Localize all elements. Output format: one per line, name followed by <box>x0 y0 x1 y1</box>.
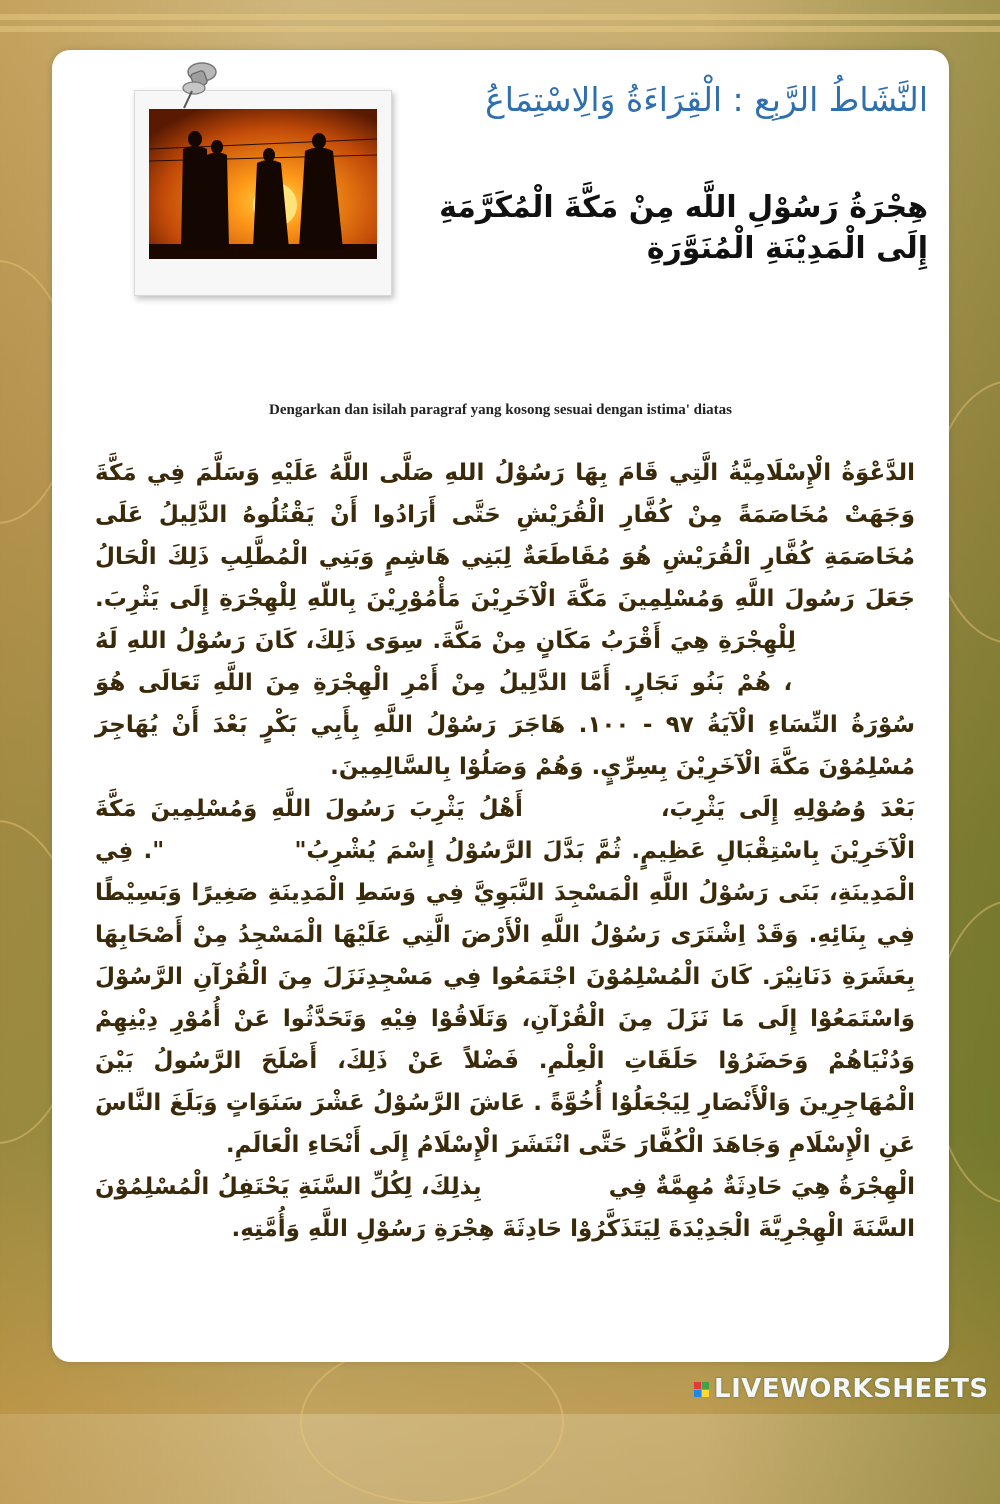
paragraph-1-part-c: ، هُمْ بَنُو نَجَارٍ. أَمَّا الدَّلِيلُ مِنْ أَمْرِ الْهِجْرَةِ مِنَ اللَّهِ تَعَالَى هُوَ سُوْرَةُ النِّسَاءِ الْآيَةُ ٩٧ - ١٠٠. هَاجَرَ رَسُوْلُ اللَّهِ بِأَبِي بَكْرٍ بَعْدَ أَنْ يُهَاجِرَ مُسْلِمُوْنَ مَكَّةَ الْآخَرِيْنَ بِسِرِّيٍ. وَهُمْ وَصَلُوْا بِالسَّالِمِينَ. <box>95 670 915 780</box>
paragraph-2-part-b: أَهْلُ يَثْرِبَ رَسُولَ اللَّهِ وَمُسْلِمِينَ مَكَّةَ الْآخَرِيْنَ بِاسْتِقْبَالِ عَظِيمٍ. ثُمَّ بَدَّلَ الرَّسُوْلُ إِسْمَ يُشْرِبُ" <box>95 796 915 864</box>
lesson-title-line-2: إِلَى الْمَدِيْنَةِ الْمُنَوَّرَةِ <box>646 230 928 266</box>
paragraph-3 <box>95 1166 915 1250</box>
instruction-text: Dengarkan dan isilah paragraf yang kosong sesuai dengan istima' diatas <box>268 402 732 418</box>
paragraph-1-part-a: الدَّعْوَةُ الْإِسْلَامِيَّةُ الَّتِي قَامَ بِهَا رَسُوْلُ اللهِ صَلَّى اللَّهُ عَلَيْهِ وَسَلَّمَ فِي مَكَّةَ وَجَهَتْ مُخَاصَمَةً مِنْ كُفَّارِ الْقُرَيْشِ حَتَّى أَرَادُوا أَنْ يَقْتُلُوهُ الدَّلِيلُ عَلَى مُخَاصَمَةِ كُفَّارِ الْقُرَيْشِ هُوَ مُقَاطَعَةٌ لِبَنِي هَاشِمٍ وَبَنِي الْمُطَّلِبِ ذَلِكَ الْحَالُ جَعَلَ رَسُولَ اللَّهِ وَمُسْلِمِينَ مَكَّةَ الْآخَرِيْنَ مَأْمُوْرِيْنَ بِاللّهِ لِلْهِجْرَةِ إِلَى يَثْرِبَ. <box>95 460 915 612</box>
pushpin-icon <box>170 58 222 110</box>
paragraph-3-part-b: بِذلِكَ، لِكُلِّ السَّنَةِ يَحْتَفِلُ الْمُسْلِمُوْنَ السَّنَةَ الْهِجْرِيَّةَ الْجَدِيْدَةَ لِيَتَذَكَّرُوْا حَادِثَةَ هِجْرَةِ رَسُوْلِ اللَّهِ وَأُمَّتِهِ. <box>95 1174 915 1242</box>
gold-band-top <box>0 14 1000 20</box>
lesson-title-line-1: هِجْرَةُ رَسُوْلِ اللَّه مِنْ مَكَّةَ الْمُكَرَّمَةِ <box>439 190 928 225</box>
reading-passage <box>95 452 915 1250</box>
brand-name: LIVEWORKSHEETS <box>714 1374 989 1404</box>
paragraph-3-part-a: الْهِجْرَةُ هِيَ حَادِثَةٌ مُهِمَّةٌ فِي <box>608 1174 915 1200</box>
hijrah-silhouette-photo <box>149 109 377 259</box>
paragraph-2 <box>95 788 915 1166</box>
arabesque-bottom <box>300 1340 564 1504</box>
paragraph-1-part-b: لِلْهِجْرَةِ هِيَ أَقْرَبُ مَكَانٍ مِنْ مَكَّةَ. سِوَى ذَلِكَ، كَانَ رَسُوْلُ اللهِ لَهُ <box>95 628 796 654</box>
liveworksheets-logo[interactable] <box>694 1374 989 1404</box>
paragraph-2-part-c: ". فِي الْمَدِينَةِ، بَنَى رَسُوْلُ اللَّهِ الْمَسْجِدَ النَّبَوِيَّ فِي وَسَطِ الْمَدِينَةِ صَغِيرًا وَبَسِيْطًا فِي بِنَائِهِ. وَقَدْ اِشْتَرَى رَسُوْلُ اللَّهِ الْأَرْضَ الَّتِي عَلَيْهَا الْمَسْجِدُ مِنْ أَصْحَابِهَا بِعَشَرَةِ دَنَانِيْرَ. كَانَ الْمُسْلِمُوْنَ اجْتَمَعُوا فِي مَسْجِدِنَزَلَ مِنَ الْقُرْآنِ الرَّسُوْلَ وَاسْتَمَعُوْا إِلَى مَا نَزَلَ مِنَ الْقُرْآنِ، وَتَلَاقُوْا فِيْهِ وَتَحَدَّثُوا عَنْ أُمُوْرِ دِيْنِهِمْ وَدُنْيَاهُمْ وَحَضَرُوْا حَلَقَاتِ الْعِلْمِ. فَضْلاً عَنْ ذَلِكَ، أَصْلَحَ الرَّسُولُ بَيْنَ الْمُهَاجِرِينَ وَالْأَنْصَارِ لِيَجْعَلُوْا أُخُوَّةً . عَاشَ الرَّسُوْلُ عَشْرَ سَنَوَاتٍ وَبَلَغَ النَّاسَ عَنِ الْإِسْلَامِ وَجَاهَدَ الْكُفَّارَ حَتَّى انْتَشَرَ الْإِسْلَامُ إِلَى أَنْحَاءِ الْعَالَمِ. <box>95 838 915 1158</box>
paragraph-2-part-a: بَعْدَ وُصُوْلِهِ إِلَى يَثْرِبَ، <box>660 796 915 822</box>
activity-title: النَّشَاطُ الرَّبِع : الْقِرَاءَةُ وَالِاسْتِمَاعُ <box>485 80 928 119</box>
paragraph-1 <box>95 452 915 788</box>
photo-frame <box>134 90 392 296</box>
liveworksheets-logo-icon <box>694 1382 709 1397</box>
lesson-title <box>408 188 928 269</box>
gold-band-top-2 <box>0 26 1000 32</box>
